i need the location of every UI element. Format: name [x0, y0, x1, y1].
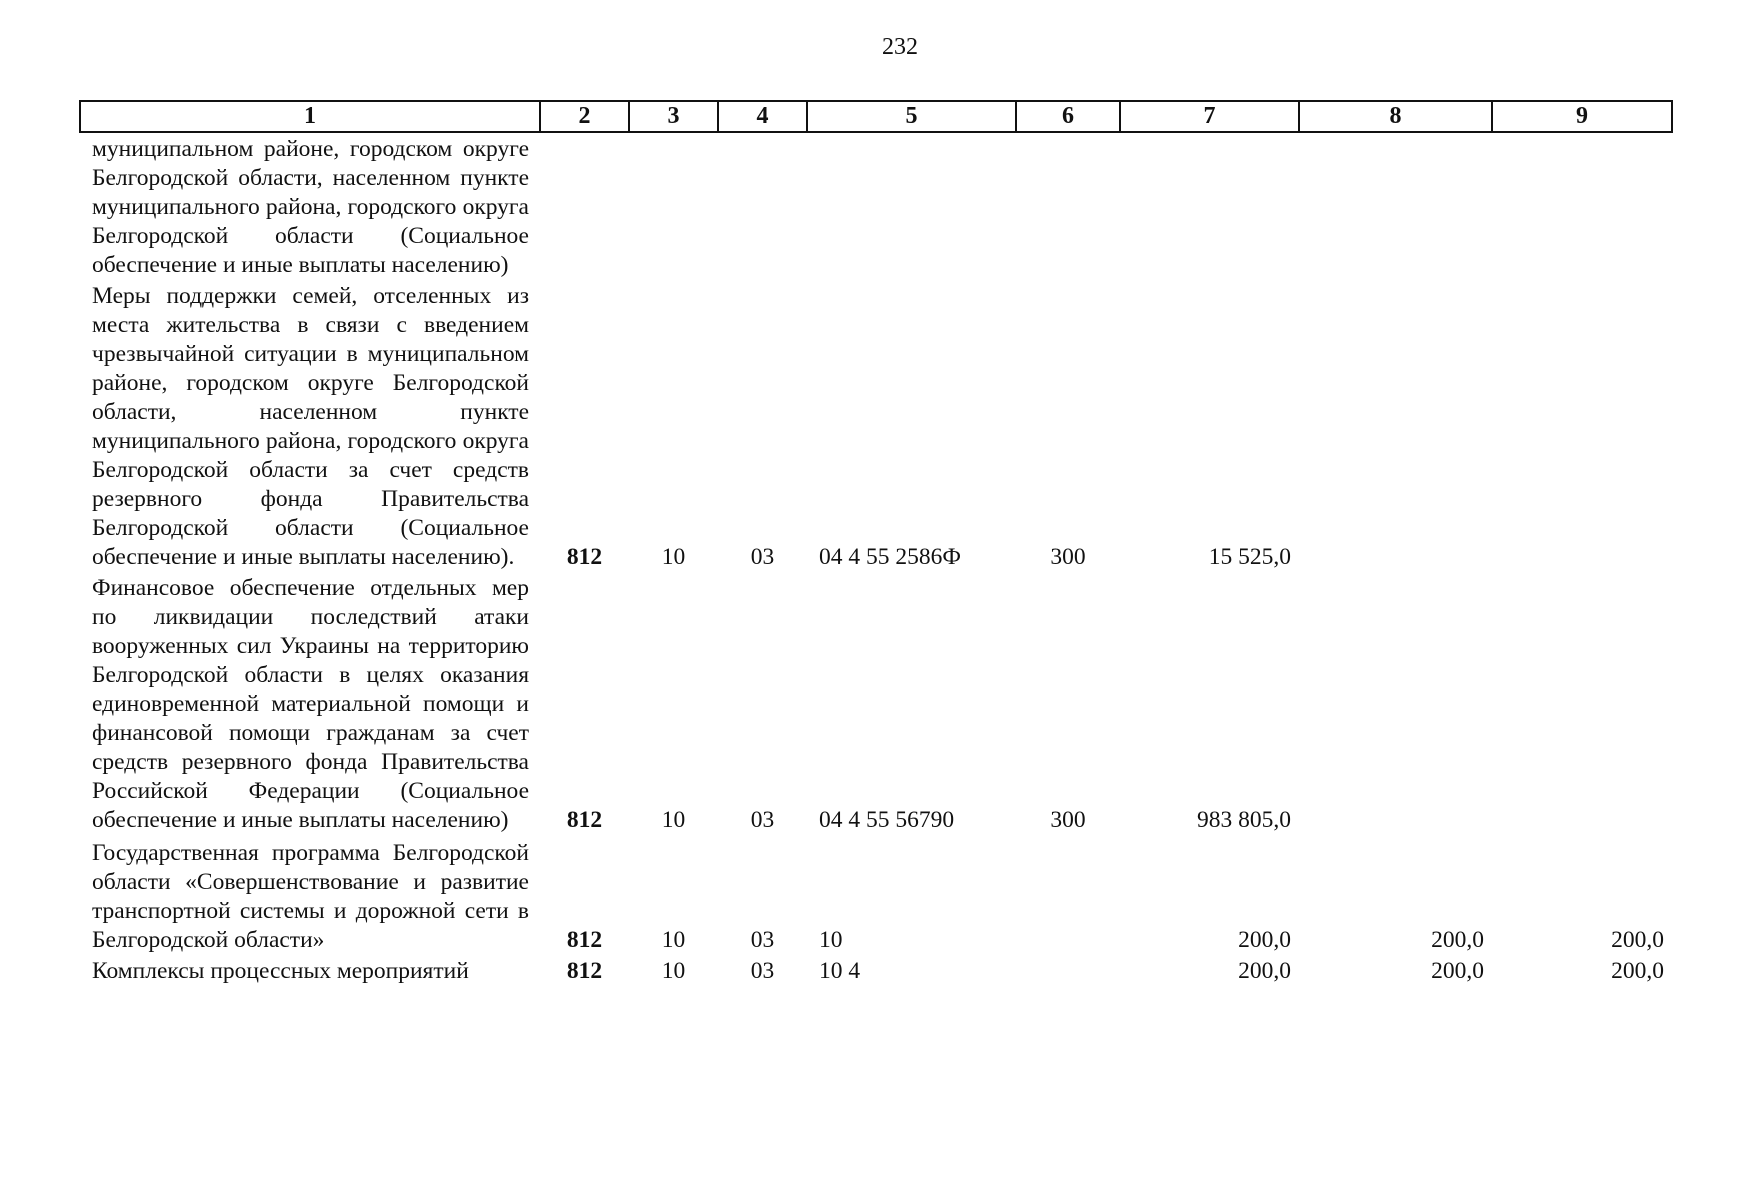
row-description: Комплексы процессных мероприятий	[92, 958, 469, 984]
row-amount-1: 200,0	[1238, 927, 1291, 953]
row-subsection-code	[718, 132, 807, 280]
row-description: муниципальном районе, городском округе Белгородской области, населенном пункте муниципального района, городского округа Белгородской области (Социальное обеспечение и иные выплаты населению)	[92, 136, 529, 278]
table-row	[80, 572, 1672, 835]
row-amount-3: 200,0	[1611, 927, 1664, 953]
row-amount-2: 200,0	[1431, 958, 1484, 984]
row-department-code	[540, 132, 629, 280]
row-department-code: 812	[566, 958, 603, 984]
row-amount-2	[1299, 132, 1492, 280]
column-header-8: 8	[1299, 101, 1492, 132]
row-department-code: 812	[566, 927, 603, 953]
row-amount-1: 200,0	[1238, 958, 1291, 984]
row-target-article: 10 4	[819, 958, 861, 984]
row-amount-3	[1492, 280, 1672, 572]
row-target-article: 04 4 55 2586Ф	[819, 544, 961, 570]
row-subsection-code: 03	[750, 544, 775, 570]
column-header-1: 1	[80, 101, 540, 132]
row-target-article: 04 4 55 56790	[819, 807, 955, 833]
column-header-3: 3	[629, 101, 718, 132]
row-amount-3: 200,0	[1611, 958, 1664, 984]
table-row	[80, 835, 1672, 955]
budget-table	[79, 100, 1673, 986]
row-description: Финансовое обеспечение отдельных мер по ликвидации последствий атаки вооруженных сил Украины на территорию Белгородской области в целях оказания единовременной материальной помощи и финансовой помощи гражданам за счет средств резервного фонда Правительства Российской Федерации (Социальное обеспечение и иные выплаты населению)	[92, 575, 529, 833]
row-amount-2	[1299, 572, 1492, 835]
column-header-4: 4	[718, 101, 807, 132]
row-expense-type	[1016, 132, 1120, 280]
row-subsection-code: 03	[750, 927, 775, 953]
row-department-code: 812	[566, 544, 603, 570]
row-amount-2	[1299, 280, 1492, 572]
row-amount-1: 983 805,0	[1197, 807, 1291, 833]
row-section-code: 10	[661, 807, 686, 833]
row-description: Меры поддержки семей, отселенных из места жительства в связи с введением чрезвычайной ситуации в муниципальном районе, городском округе Белгородской области, населенном пункте муниципального района, городского округа Белгородской области за счет средств резервного фонда Правительства Белгородской области (Социальное обеспечение и иные выплаты населению).	[92, 283, 529, 570]
row-target-article: 10	[819, 927, 843, 953]
column-header-9: 9	[1492, 101, 1672, 132]
row-expense-type: 300	[1050, 807, 1086, 833]
row-department-code: 812	[566, 807, 603, 833]
row-amount-2: 200,0	[1431, 927, 1484, 953]
row-amount-3	[1492, 132, 1672, 280]
row-amount-1: 15 525,0	[1208, 544, 1291, 570]
row-subsection-code: 03	[750, 958, 775, 984]
row-expense-type: 300	[1050, 544, 1086, 570]
row-amount-1	[1120, 132, 1299, 280]
row-expense-type	[1016, 835, 1120, 955]
table-row	[80, 280, 1672, 572]
table-row	[80, 955, 1672, 986]
column-header-5: 5	[807, 101, 1016, 132]
row-target-article	[807, 132, 1016, 280]
row-section-code	[629, 132, 718, 280]
page-number: 232	[882, 34, 918, 60]
column-header-2: 2	[540, 101, 629, 132]
row-description: Государственная программа Белгородской области «Совершенствование и развитие транспортной системы и дорожной сети в Белгородской области»	[92, 840, 529, 953]
row-subsection-code: 03	[750, 807, 775, 833]
row-amount-3	[1492, 572, 1672, 835]
column-header-7: 7	[1120, 101, 1299, 132]
row-expense-type	[1016, 955, 1120, 986]
column-header-6: 6	[1016, 101, 1120, 132]
row-section-code: 10	[661, 544, 686, 570]
table-header-row	[80, 101, 1672, 132]
row-section-code: 10	[661, 927, 686, 953]
table-row	[80, 132, 1672, 280]
row-section-code: 10	[661, 958, 686, 984]
